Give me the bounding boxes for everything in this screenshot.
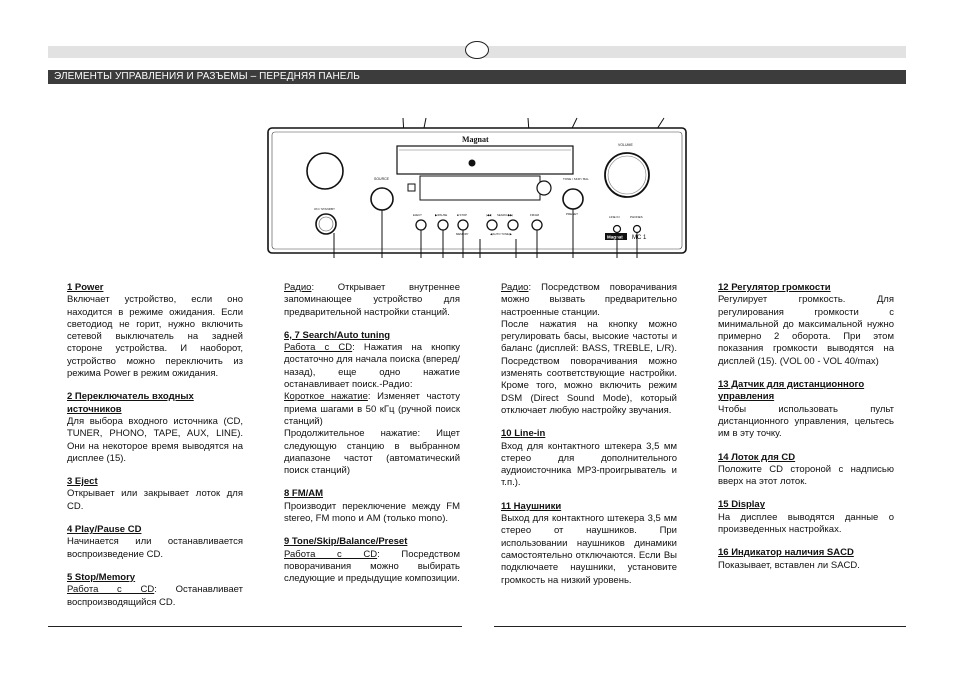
bottom-rule-left <box>48 626 462 627</box>
section-title-bar: ЭЛЕМЕНТЫ УПРАВЛЕНИЯ И РАЗЪЕМЫ – ПЕРЕДНЯЯ ПАНЕЛЬ <box>48 70 906 84</box>
heading-eject: 3 Eject <box>67 476 98 488</box>
svg-text:■ STOP: ■ STOP <box>457 213 468 217</box>
svg-text:TONE / SKIP / BAL: TONE / SKIP / BAL <box>563 177 589 181</box>
svg-text:VOLUME: VOLUME <box>618 143 633 147</box>
source-knob <box>371 188 393 210</box>
display-window <box>420 176 540 200</box>
svg-text:▶/PAUSE: ▶/PAUSE <box>435 213 448 217</box>
svg-text:PHONES: PHONES <box>630 215 643 219</box>
play-pause-button <box>438 220 448 230</box>
heading-search: 6, 7 Search/Auto tuning <box>284 329 391 341</box>
heading-volume: 12 Регулятор громкости <box>718 282 831 293</box>
heading-sacd: 16 Индикатор наличия SACD <box>718 547 854 559</box>
column-3: Радио: Посредством поворачивания можно вызвать предварительно настроенные станции. После нажатия на кнопку можно регулировать басы, высокие частоты и баланс (дисплей: BASS, TREBLE, L/R). Посредством поворачивания можно изменять соответствующие настройки. Кроме того, можно включить режим DSM (Direct Sound Mode), который отключает любую настройку звучания. 10 Line-in Вход для контактного штекера 3,5 мм стерео для дополнительного аудиоисточника MP3-проигрыватель и т.п.). 11 Наушники Выход для контактного штекера 3,5 мм стерео от наушников. При использовании наушников динамики самостоятельно отключаются. Если Вы подключаете наушники, установите громкость на низкий уровень. <box>501 282 677 586</box>
svg-text:|◀◀: |◀◀ <box>486 213 492 217</box>
prev-button <box>487 220 497 230</box>
heading-play-pause: 4 Play/Pause CD <box>67 524 142 536</box>
line-in-jack <box>614 226 621 233</box>
column-2: Радио: Открывает внутреннее запоминающее устройство для предварительной настройки станций. 6, 7 Search/Auto tuning Работа с CD: Нажатия на кнопку достаточно для начала поиска (вперед/назад), еще одно нажатие останавливает поиск.-Радио: Короткое нажатие: Изменяет частоту приема шагами в 50 кГц (ручной поиск станций) Продолжительное нажатие: Ищет следующую станцию в выбранном диапазоне частот (автоматический поиск станций) 8 FM/AM Производит переключение между FM stereo, FM mono и AM (только mono). 9 Tone/Skip/Balance/Preset Работа с CD: Посредством поворачивания можно выбирать следующие и предыдущие композиции. <box>284 282 460 585</box>
heading-fm-am: 8 FM/AM <box>284 488 324 500</box>
column-1: 1 Power Включает устройство, если оно находится в режиме ожидания. Если светодиод не горит, нужно включить сетевой выключатель на задней стороне устройства. И наоборот, устройство можно переключить из режима Power в режим ожидания. 2 Переключатель входных источников Для выбора входного источника (CD, TUNER, PHONO, TAPE, AUX, LINE). Они на некоторое время выводятся на дисплее (15). 3 Eject Открывает или закрывает лоток для CD. 4 Play/Pause CD Начинается или останавливается воспроизведение CD. 5 Stop/Memory Работа с CD: Останавливает воспроизводящийся CD. <box>67 282 243 608</box>
svg-text:EJECT: EJECT <box>413 213 422 217</box>
svg-text:PRESET: PRESET <box>566 212 579 216</box>
column-4: 12 Регулятор громкости Регулирует громкость. Для регулирования громкости с минимальной до максимальной нужно примерно 2 оборота. При этом показания громкости выводятся на дисплей (15). (VOL 00 - VOL 40/max) 13 Датчик для дистанционного управления Чтобы использовать пульт дистанционного управления, цельтесь им в эту точку. 14 Лоток для CD Положите CD стороной с надписью вверх на этот лоток. 15 Display На дисплее выводятся данные о произведенных настройках. 16 Индикатор наличия SACD Показывает, вставлен ли SACD. <box>718 282 894 571</box>
svg-text:FM/AM: FM/AM <box>530 213 540 217</box>
heading-stop-memory: 5 Stop/Memory <box>67 571 136 583</box>
stop-button <box>458 220 468 230</box>
phones-jack <box>634 226 641 233</box>
svg-text:SOURCE: SOURCE <box>374 177 389 181</box>
sacd-logo-icon <box>469 160 476 167</box>
sacd-indicator <box>408 184 415 191</box>
model-label: MC 1 <box>632 235 647 241</box>
bottom-rule-right <box>494 626 906 627</box>
svg-text:◀ AUTO TUNE ▶: ◀ AUTO TUNE ▶ <box>490 232 512 236</box>
heading-source: 2 Переключатель входных источников <box>67 391 194 415</box>
heading-line-in: 10 Line-in <box>501 428 546 440</box>
svg-text:Magnat: Magnat <box>607 234 623 240</box>
brand-logo: Magnat <box>462 135 489 144</box>
heading-headphones: 11 Наушники <box>501 500 562 512</box>
heading-power: 1 Power <box>67 282 104 293</box>
tone-knob <box>563 189 583 209</box>
svg-text:SEARCH: SEARCH <box>497 213 509 217</box>
svg-text:▶▶|: ▶▶| <box>508 213 514 217</box>
svg-text:LINE IN: LINE IN <box>609 215 620 219</box>
heading-remote-sensor: 13 Датчик для дистанционного управления <box>718 379 865 403</box>
svg-text:MEMORY: MEMORY <box>456 232 469 236</box>
heading-tone: 9 Tone/Skip/Balance/Preset <box>284 536 408 548</box>
remote-sensor-icon <box>537 181 551 195</box>
svg-text:ON / STANDBY: ON / STANDBY <box>314 207 335 211</box>
heading-cd-tray: 14 Лоток для CD <box>718 451 796 463</box>
eject-button <box>416 220 426 230</box>
front-panel-diagram <box>0 96 954 276</box>
volume-knob <box>605 153 649 197</box>
fm-am-button <box>532 220 542 230</box>
next-button <box>508 220 518 230</box>
page-number-badge <box>465 41 489 59</box>
heading-display: 15 Display <box>718 499 765 511</box>
